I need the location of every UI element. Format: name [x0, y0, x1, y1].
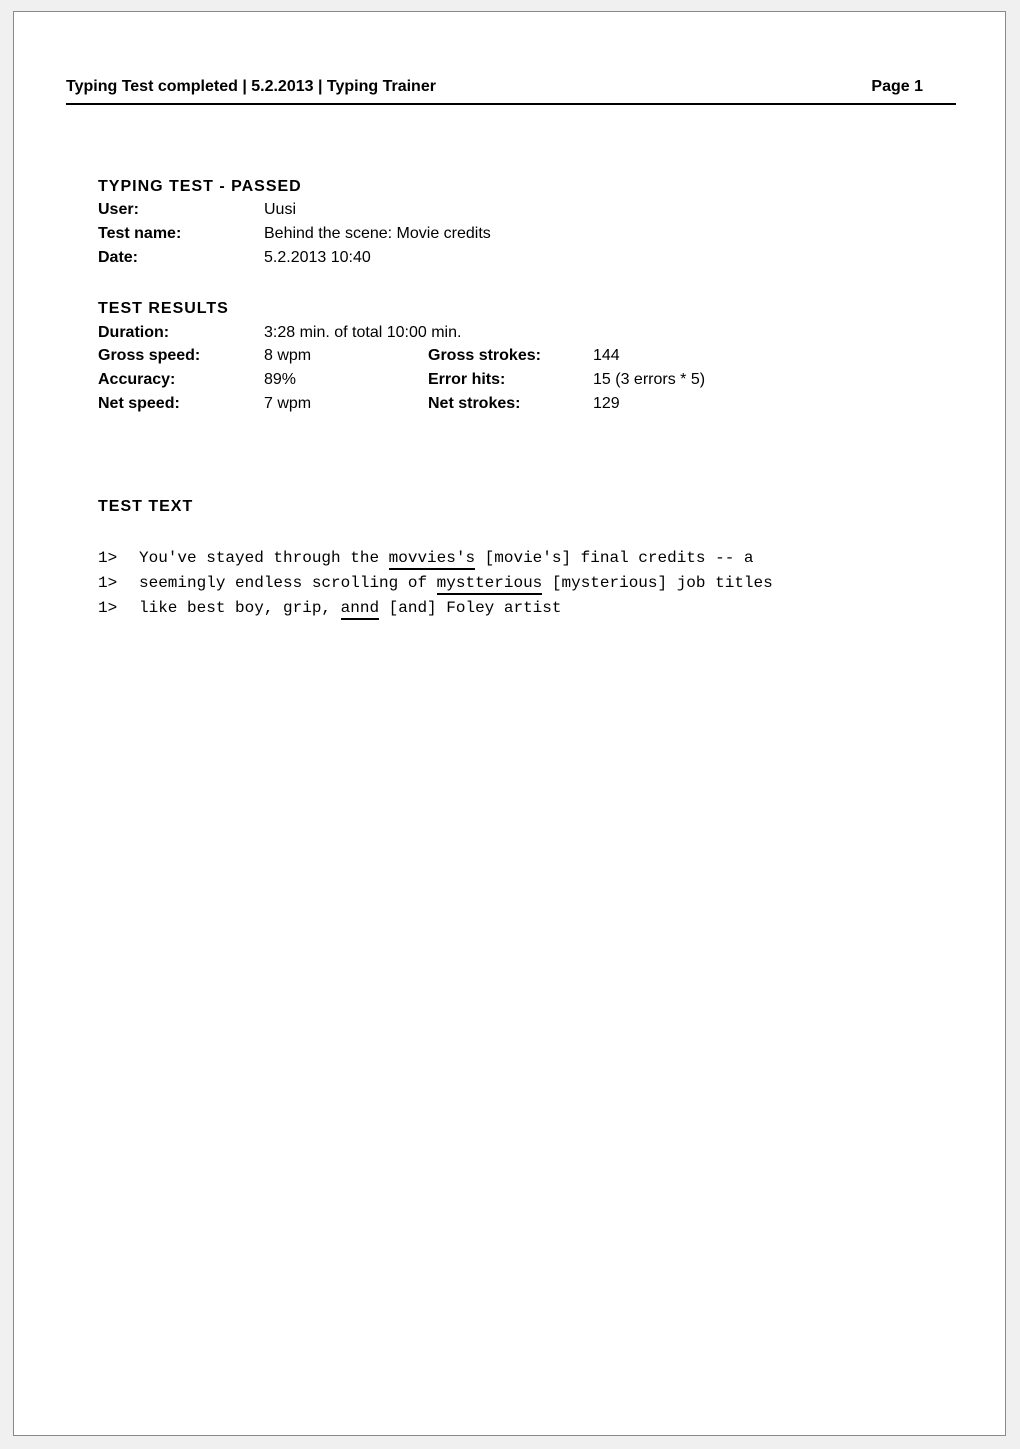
page-number: Page 1 — [871, 78, 923, 95]
results-row-accuracy — [98, 371, 798, 393]
line-text: like best boy, grip, — [139, 599, 341, 617]
line-text: seemingly endless scrolling of — [139, 574, 437, 592]
duration-label: Duration: — [98, 324, 170, 341]
test-text-line — [98, 599, 561, 617]
net-strokes-label: Net strokes: — [428, 395, 521, 412]
net-speed-value: 7 wpm — [264, 395, 312, 412]
net-speed-label: Net speed: — [98, 395, 180, 412]
typing-error: mystterious — [437, 574, 543, 595]
line-text: You've stayed through the — [139, 549, 389, 567]
test-text-heading: TEST TEXT — [98, 498, 194, 515]
net-strokes-value: 129 — [593, 395, 620, 412]
gross-strokes-value: 144 — [593, 347, 620, 364]
test-name-value: Behind the scene: Movie credits — [264, 225, 491, 242]
user-value: Uusi — [264, 201, 297, 218]
gross-speed-label: Gross speed: — [98, 347, 201, 364]
error-hits-value: 15 (3 errors * 5) — [593, 371, 706, 388]
date-value: 5.2.2013 10:40 — [264, 249, 371, 266]
line-text: [mysterious] job titles — [542, 574, 773, 592]
test-name-label: Test name: — [98, 225, 182, 242]
test-status-heading: TYPING TEST - PASSED — [98, 178, 302, 195]
test-text-line — [98, 574, 773, 592]
line-prefix: 1> — [98, 549, 118, 567]
error-hits-label: Error hits: — [428, 371, 506, 388]
results-row-net — [98, 395, 798, 417]
header-title: Typing Test completed | 5.2.2013 | Typing Trainer — [66, 78, 436, 95]
line-prefix: 1> — [98, 574, 118, 592]
report-page — [13, 11, 1006, 1436]
duration-value: 3:28 min. of total 10:00 min. — [264, 324, 462, 341]
typing-error: movvies's — [389, 549, 475, 570]
results-row-speed — [98, 347, 798, 369]
typing-error: annd — [341, 599, 379, 620]
test-results-heading: TEST RESULTS — [98, 300, 229, 317]
accuracy-value: 89% — [264, 371, 297, 388]
info-row-test-name — [98, 225, 798, 247]
info-row-user — [98, 201, 798, 223]
line-text: [and] Foley artist — [379, 599, 562, 617]
info-row-date — [98, 249, 798, 271]
line-text: [movie's] final credits -- a — [475, 549, 754, 567]
gross-strokes-label: Gross strokes: — [428, 347, 541, 364]
date-label: Date: — [98, 249, 139, 266]
gross-speed-value: 8 wpm — [264, 347, 312, 364]
test-text-line — [98, 549, 754, 567]
accuracy-label: Accuracy: — [98, 371, 176, 388]
page-header — [66, 78, 956, 105]
user-label: User: — [98, 201, 139, 218]
results-row-duration — [98, 324, 798, 346]
line-prefix: 1> — [98, 599, 118, 617]
